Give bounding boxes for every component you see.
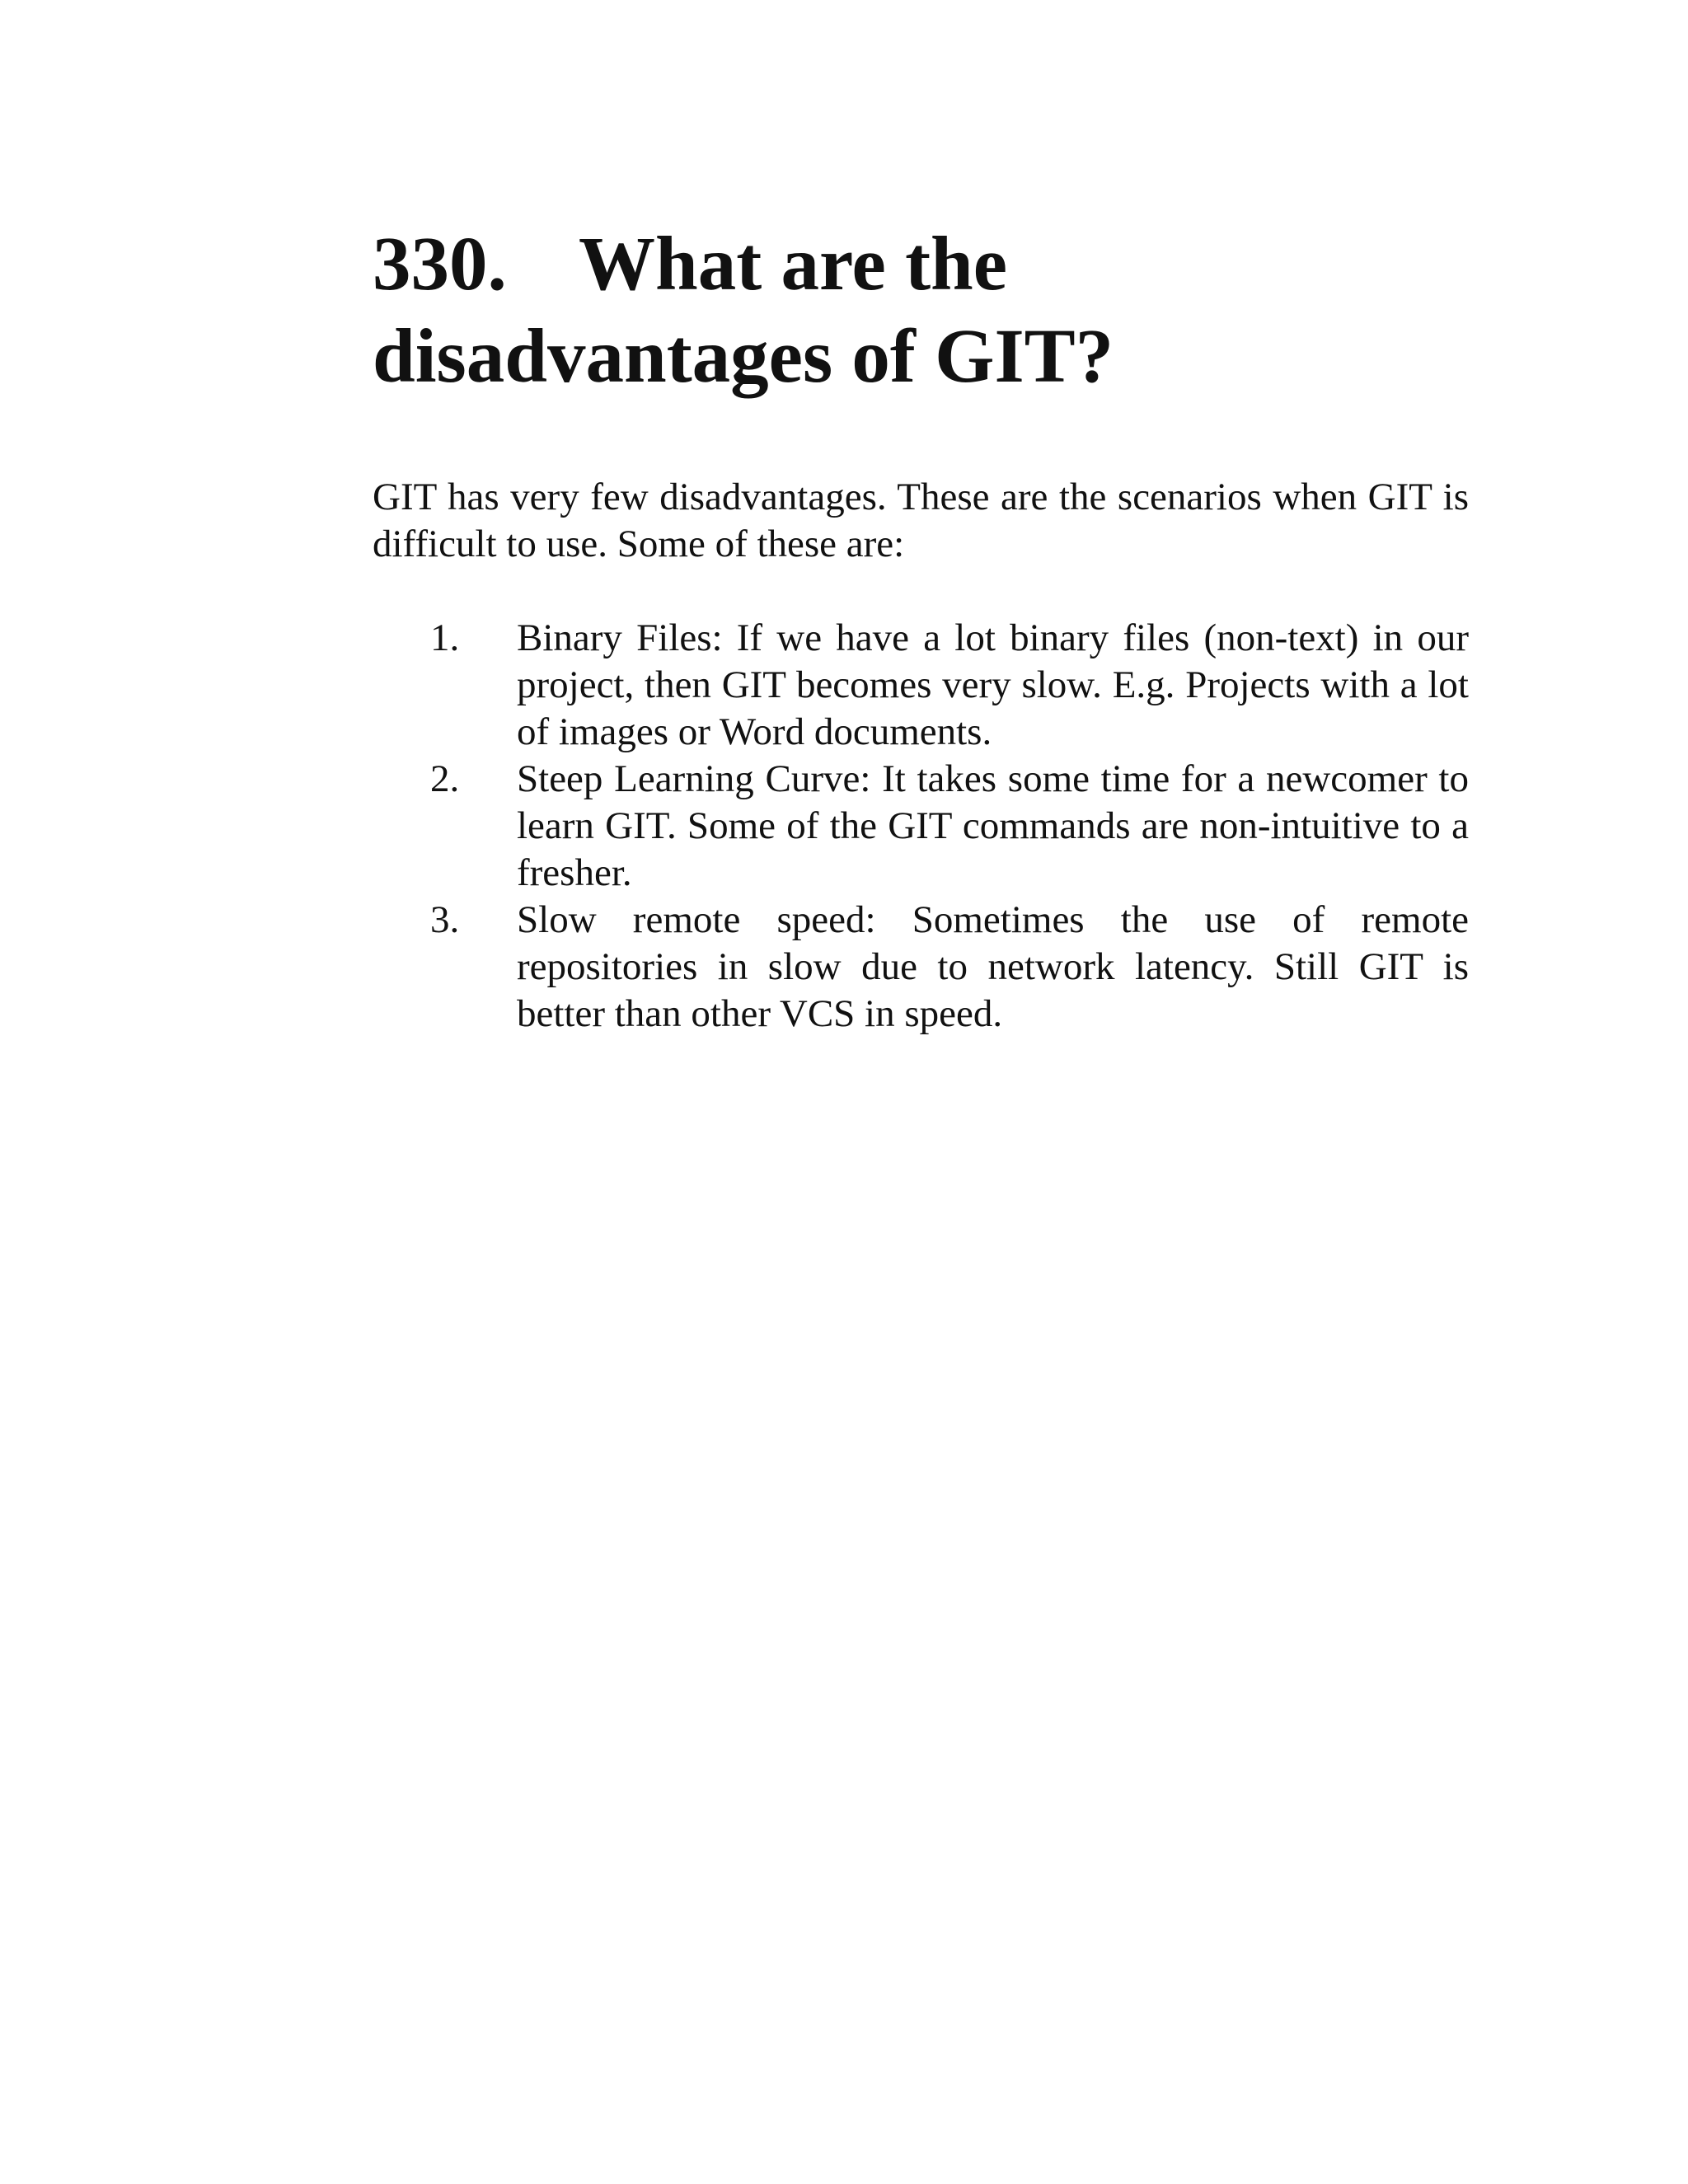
page-title <box>373 218 1469 403</box>
intro-paragraph: GIT has very few disadvantages. These are the scenarios when GIT is difficult to use. Some of these are: <box>373 476 1469 565</box>
list-item-text: Slow remote speed: Sometimes the use of remote repositories in slow due to network latency. Still GIT is better than other VCS in speed. <box>517 898 1469 1035</box>
list-item-number: 2. <box>430 757 460 800</box>
list-item-number: 1. <box>430 616 460 659</box>
list-item <box>373 615 1469 756</box>
question-title: What are the disadvantages of GIT? <box>373 222 1114 399</box>
list-item-text: Steep Learning Curve: It takes some time for a newcomer to learn GIT. Some of the GIT commands are non-intuitive to a fresher. <box>517 757 1469 894</box>
list-item-number: 3. <box>430 898 460 941</box>
list-item <box>373 897 1469 1038</box>
disadvantages-list <box>373 615 1469 1038</box>
question-number: 330. <box>373 222 507 307</box>
list-item-text: Binary Files: If we have a lot binary files (non-text) in our project, then GIT becomes very slow. E.g. Projects with a lot of images or Word documents. <box>517 616 1469 753</box>
page-content <box>373 218 1469 1038</box>
list-item <box>373 756 1469 897</box>
